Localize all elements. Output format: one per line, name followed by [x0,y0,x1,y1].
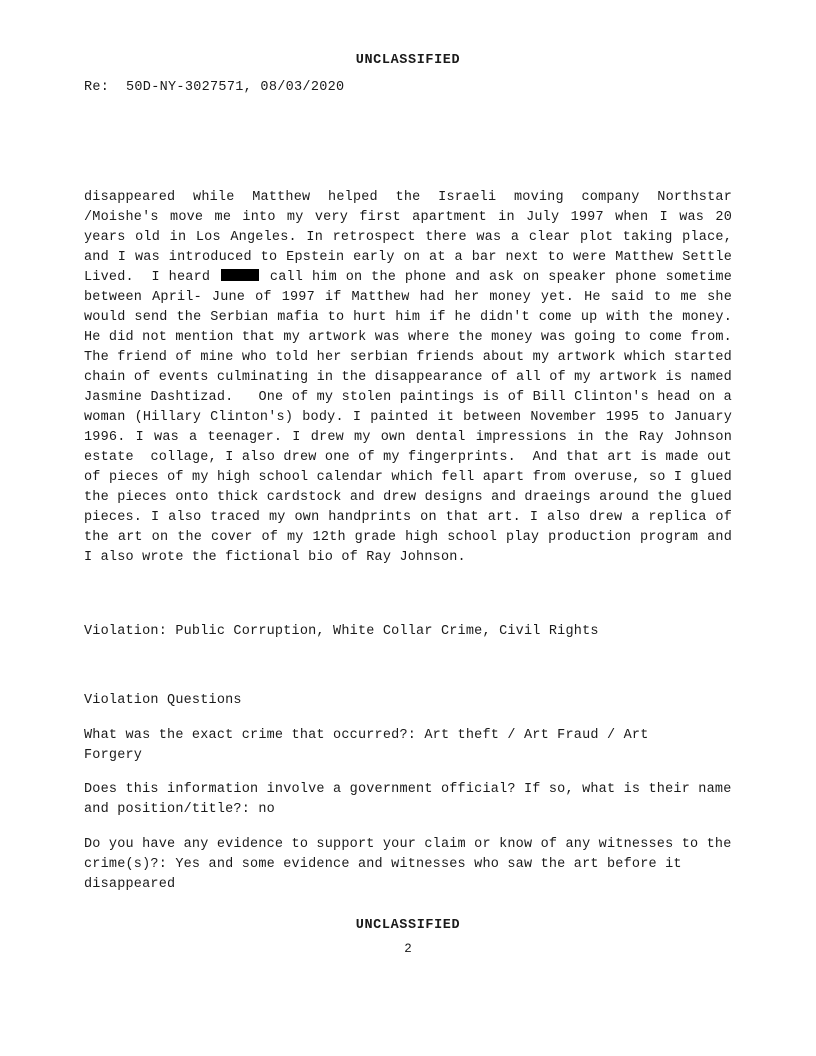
narrative-text-part-1: disappeared while Matthew helped the Israeli moving company Northstar /Moishe's move me into my very first apartment in July 1997 when I was 20 years old in Los Angeles. In retrospect there was a clear plot taking place, and I was introduced to Epstein early on at a bar next to were Matthew Settle Lived. I heard [84,190,741,285]
narrative-paragraph [84,188,741,568]
violation-question-3: Do you have any evidence to support your claim or know of any witnesses to the crime(s)?: Yes and some evidence and witnesses who saw the art before it disappeared [84,837,732,892]
classification-banner-top: UNCLASSIFIED [355,53,461,68]
narrative-text-part-2: call him on the phone and ask on speaker phone sometime between April- June of 1997 if Matthew had her money yet. He said to me she would send the Serbian mafia to hurt him if he didn't come up with the money. He did not mention that my artwork was where the money was going to come from. The friend of mine who told her serbian friends about my artwork which started chain of events culminating in the disappearance of all of my artwork is named Jasmine Dashtizad. One of my stolen paintings is of Bill Clinton's head on a woman (Hillary Clinton's) body. I painted it between November 1995 to January 1996. I was a teenager. I drew my own dental impressions in the Ray Johnson estate collage, I also drew one of my fingerprints. And that art is made out of pieces of my high school calendar which fell apart from overuse, so I glued the pieces onto thick cardstock and drew designs and draeings around the glued pieces. I also traced my own handprints on that art. I also drew a replica of the art on the cover of my 12th grade high school play production program and I also wrote the fictional bio of Ray Johnson. [84,270,741,565]
reference-line: Re: 50D-NY-3027571, 08/03/2020 [84,80,345,95]
redaction-block [221,269,259,281]
violation-question-1: What was the exact crime that occurred?: Art theft / Art Fraud / Art Forgery [84,728,649,763]
violation-questions-heading: Violation Questions [84,693,242,708]
page-number: 2 [404,942,412,956]
violation-line: Violation: Public Corruption, White Collar Crime, Civil Rights [84,624,599,639]
violation-question-2: Does this information involve a government official? If so, what is their name and position/title?: no [84,782,732,817]
classification-banner-bottom: UNCLASSIFIED [355,918,461,933]
document-body [84,188,741,568]
